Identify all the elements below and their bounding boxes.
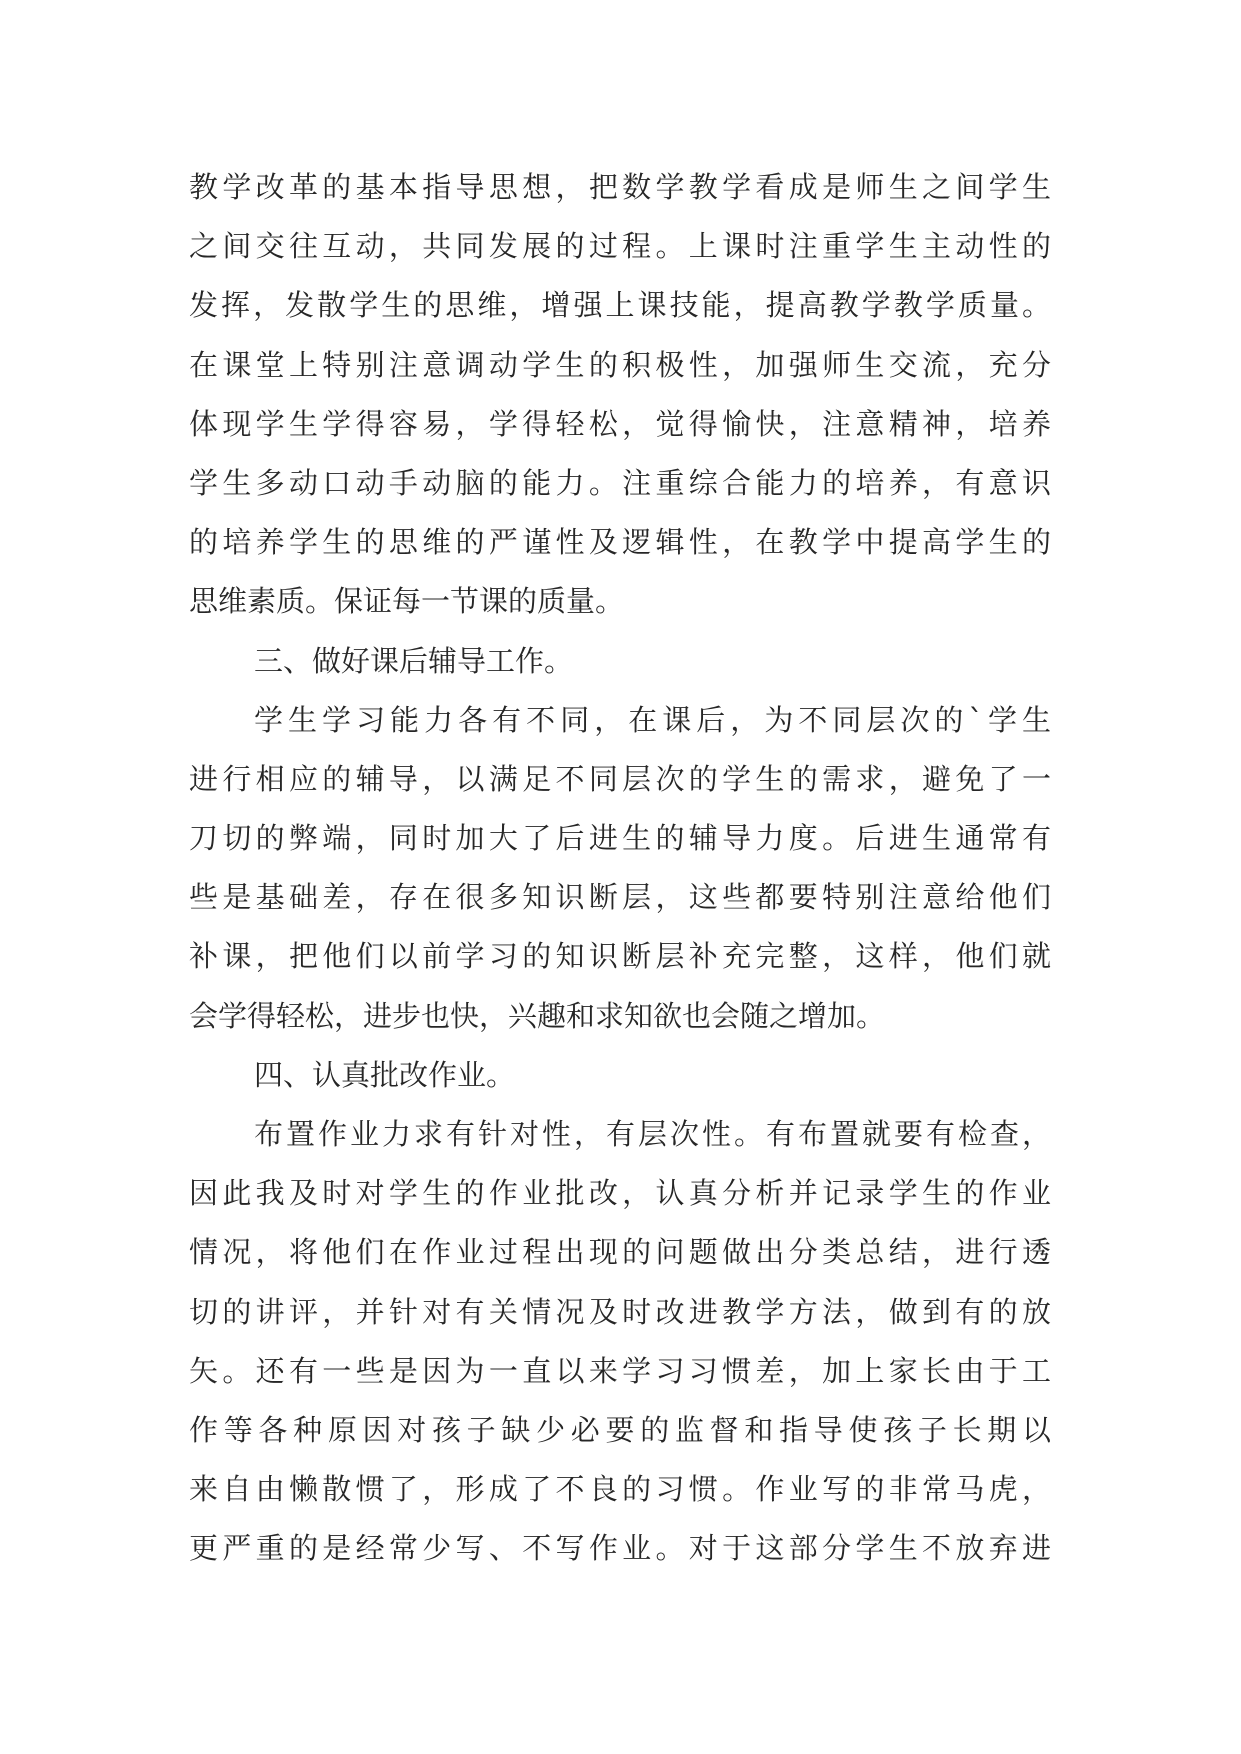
text-line: 切的讲评，并针对有关情况及时改进教学方法，做到有的放 — [189, 1294, 1051, 1329]
text-line: 来自由懒散惯了，形成了不良的习惯。作业写的非常马虎， — [189, 1472, 1051, 1507]
text-line: 进行相应的辅导，以满足不同层次的学生的需求，避免了一 — [189, 761, 1051, 796]
text-line: 更严重的是经常少写、不写作业。对于这部分学生不放弃进 — [189, 1531, 1051, 1566]
text-line: 布置作业力求有针对性，有层次性。有布置就要有检查， — [254, 1117, 1051, 1151]
text-line: 三、做好课后辅导工作。 — [254, 643, 574, 678]
text-line: 四、认真批改作业。 — [254, 1057, 516, 1092]
text-line: 学生学习能力各有不同，在课后，为不同层次的`学生 — [254, 702, 1051, 737]
text-line: 作等各种原因对孩子缺少必要的监督和指导使孩子长期以 — [189, 1412, 1051, 1447]
text-line: 会学得轻松，进步也快，兴趣和求知欲也会随之增加。 — [189, 998, 886, 1033]
text-line: 因此我及时对学生的作业批改，认真分析并记录学生的作业 — [189, 1176, 1051, 1211]
text-line: 之间交往互动，共同发展的过程。上课时注重学生主动性的 — [189, 229, 1051, 264]
text-line: 刀切的弊端，同时加大了后进生的辅导力度。后进生通常有 — [189, 821, 1051, 856]
text-line: 发挥，发散学生的思维，增强上课技能，提高教学教学质量。 — [189, 288, 1051, 323]
text-line: 思维素质。保证每一节课的质量。 — [189, 584, 625, 619]
text-line: 补课，把他们以前学习的知识断层补充完整，这样，他们就 — [189, 939, 1051, 974]
text-line: 学生多动口动手动脑的能力。注重综合能力的培养，有意识 — [189, 465, 1051, 500]
text-line: 在课堂上特别注意调动学生的积极性，加强师生交流，充分 — [189, 347, 1051, 382]
text-line: 教学改革的基本指导思想，把数学教学看成是师生之间学生 — [189, 170, 1051, 204]
text-line: 体现学生学得容易，学得轻松，觉得愉快，注意精神，培养 — [189, 406, 1051, 441]
document-body — [189, 158, 1051, 1579]
text-line: 的培养学生的思维的严谨性及逻辑性，在教学中提高学生的 — [189, 525, 1051, 560]
text-line: 矢。还有一些是因为一直以来学习习惯差，加上家长由于工 — [189, 1353, 1051, 1388]
text-line: 情况，将他们在作业过程出现的问题做出分类总结，进行透 — [189, 1235, 1051, 1270]
text-line: 些是基础差，存在很多知识断层，这些都要特别注意给他们 — [189, 880, 1051, 915]
